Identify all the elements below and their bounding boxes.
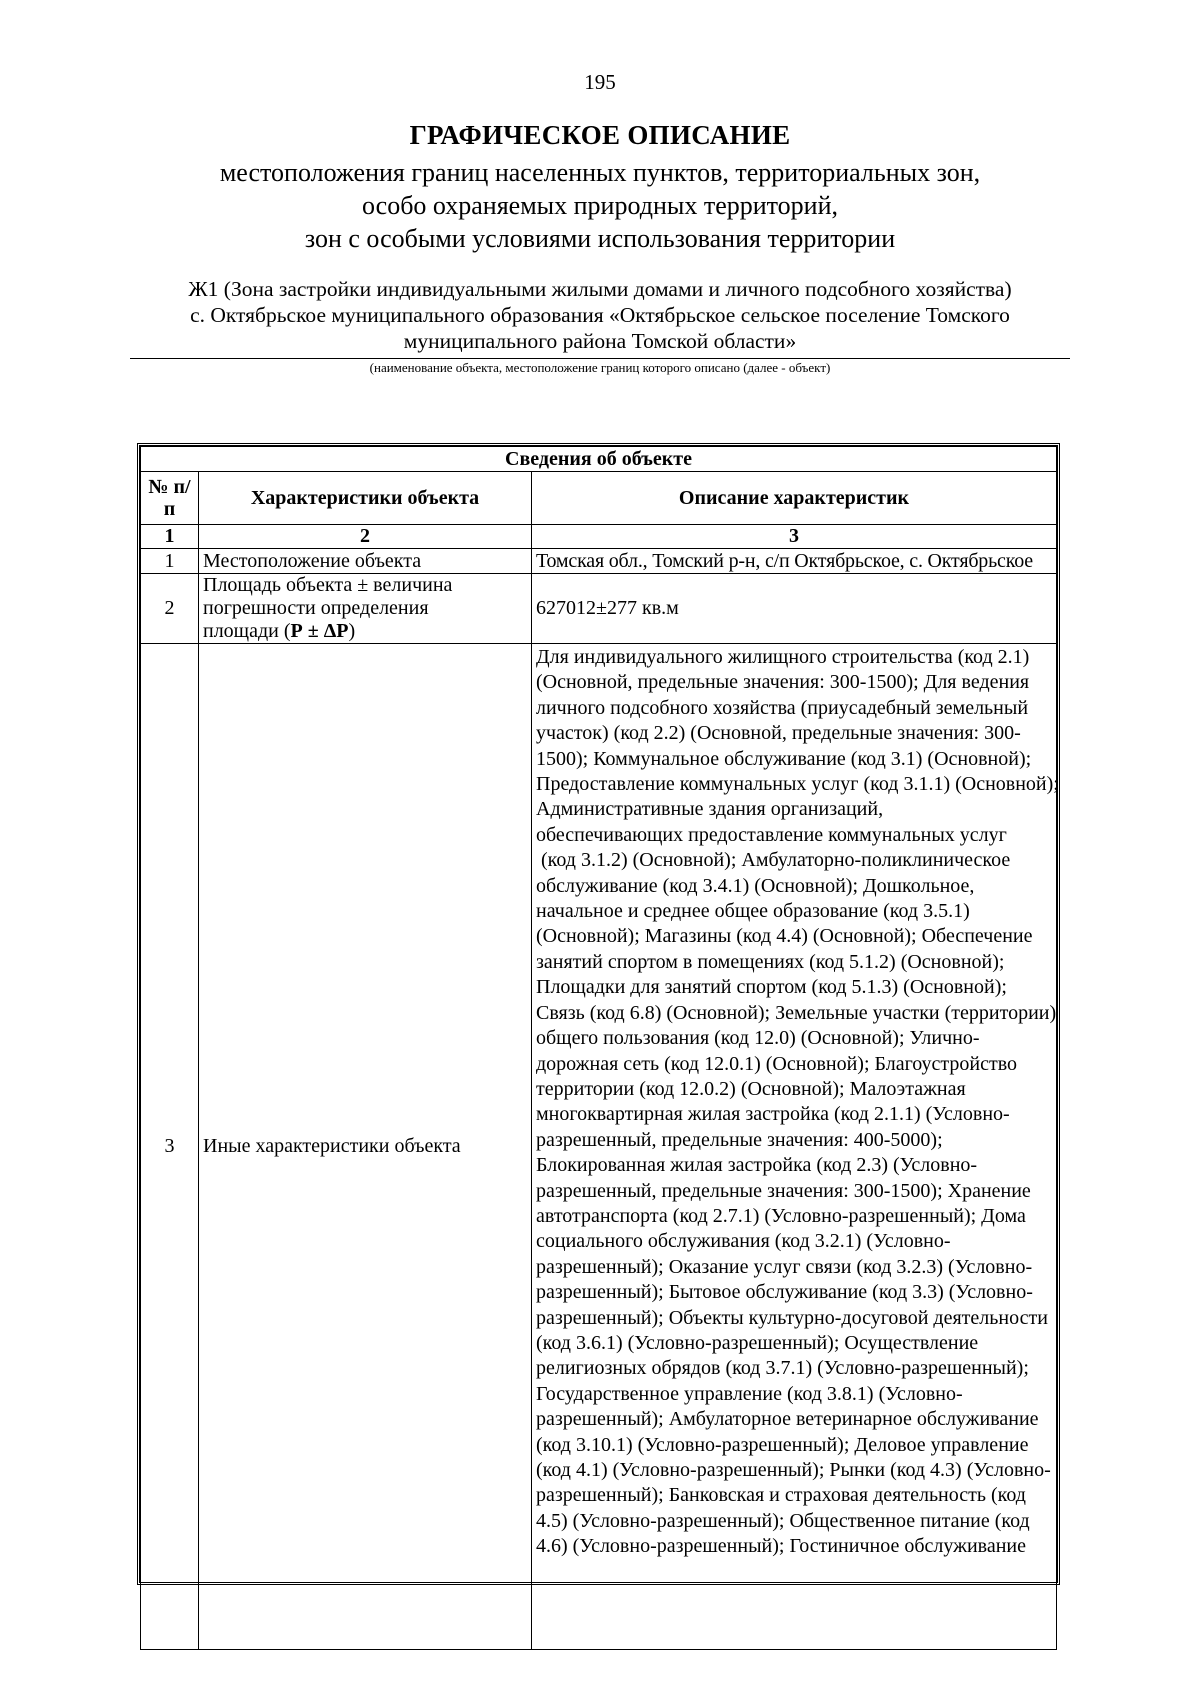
description-line: (Основной, предельные значения: 300-1500); Для ведения: [536, 671, 1030, 694]
description-line: дорожная сеть (код 12.0.1) (Основной); Благоустройство: [536, 1052, 1018, 1075]
description-line: разрешенный, предельные значения: 400-5000);: [536, 1128, 943, 1151]
description-line: (Основной); Магазины (код 4.4) (Основной); Обеспечение: [536, 925, 1033, 948]
description-line: автотранспорта (код 2.7.1) (Условно-разрешенный); Дома: [536, 1204, 1026, 1227]
object-name: [130, 276, 1070, 354]
subtitle-line: местоположения границ населенных пунктов, территориальных зон,: [219, 158, 981, 187]
description-line: Государственное управление (код 3.8.1) (Условно-: [536, 1382, 963, 1405]
characteristic-line: Площадь объекта ± величина: [203, 574, 453, 596]
characteristic-line: площади (: [203, 620, 291, 642]
object-name-underline: [130, 358, 1070, 359]
column-number-1: 1: [141, 525, 199, 549]
description-line: Площадки для занятий спортом (код 5.1.3) (Основной);: [536, 976, 1007, 999]
description-line: (код 4.1) (Условно-разрешенный); Рынки (код 4.3) (Условно-: [536, 1459, 1051, 1481]
table-row: [141, 644, 1057, 1650]
description-line: обслуживание (код 3.4.1) (Основной); Дошкольное,: [536, 874, 975, 897]
description-line: Блокированная жилая застройка (код 2.3) (Условно-: [536, 1154, 978, 1177]
description-line: Предоставление коммунальных услуг (код 3.1.1) (Основной);: [536, 773, 1059, 796]
document-title: ГРАФИЧЕСКОЕ ОПИСАНИЕ: [409, 120, 791, 150]
description-line: 4.5) (Условно-разрешенный); Общественное питание (код: [536, 1509, 1030, 1532]
description-line: религиозных обрядов (код 3.7.1) (Условно-разрешенный);: [536, 1357, 1029, 1380]
header-number: № п/п: [141, 472, 199, 525]
description-line: (код 3.6.1) (Условно-разрешенный); Осуществление: [536, 1331, 979, 1354]
object-info-table: [137, 443, 1060, 1585]
row-description: [532, 644, 1057, 1650]
description-lines: [536, 645, 1059, 1560]
row-number: 2: [141, 574, 199, 644]
description-line: (код 3.10.1) (Условно-разрешенный); Деловое управление: [536, 1433, 1029, 1456]
description-line: Связь (код 6.8) (Основной); Земельные участки (территории): [536, 1001, 1057, 1024]
object-name-line: с. Октябрьское муниципального образования «Октябрьское сельское поселение Томского: [190, 303, 1010, 327]
object-name-line: муниципального района Томской области»: [403, 329, 797, 353]
description-line: 4.6) (Условно-разрешенный); Гостиничное обслуживание: [536, 1535, 1026, 1558]
characteristic-line: ): [348, 620, 356, 642]
row-description: 627012±277 кв.м: [532, 574, 1057, 644]
description-line: разрешенный); Банковская и страховая деятельность (код: [536, 1484, 1026, 1507]
description-line: начальное и среднее общее образование (код 3.5.1): [536, 900, 970, 923]
description-line: разрешенный); Оказание услуг связи (код 3.2.3) (Условно-: [536, 1255, 1033, 1278]
object-name-line: Ж1 (Зона застройки индивидуальными жилыми домами и личного подсобного хозяйства): [188, 277, 1012, 301]
description-line: территории (код 12.0.2) (Основной); Малоэтажная: [536, 1077, 966, 1100]
row-number: 1: [141, 549, 199, 574]
description-line: 1500); Коммунальное обслуживание (код 3.1) (Основной);: [536, 747, 1032, 770]
object-name-caption: (наименование объекта, местоположение границ которого описано (далее - объект): [369, 360, 831, 375]
header-characteristic: Характеристики объекта: [199, 472, 532, 525]
table-caption: Сведения об объекте: [141, 447, 1057, 472]
table-row: [141, 549, 1057, 574]
row-number: 3: [141, 644, 199, 1650]
column-number-3: 3: [532, 525, 1057, 549]
row-characteristic: [199, 574, 532, 644]
description-line: общего пользования (код 12.0) (Основной); Улично-: [536, 1027, 980, 1050]
description-line: многоквартирная жилая застройка (код 2.1.1) (Условно-: [536, 1103, 1010, 1126]
subtitle-line: зон с особыми условиями использования территории: [304, 224, 896, 253]
row-characteristic: Местоположение объекта: [199, 549, 532, 574]
description-line: обеспечивающих предоставление коммунальных услуг: [536, 823, 1007, 846]
description-line: разрешенный, предельные значения: 300-1500); Хранение: [536, 1179, 1031, 1202]
description-line: личного подсобного хозяйства (приусадебный земельный: [536, 696, 1029, 719]
subtitle-line: особо охраняемых природных территорий,: [362, 191, 838, 220]
formula: Р ± ΔР: [290, 620, 349, 642]
description-line: Для индивидуального жилищного строительства (код 2.1): [536, 646, 1030, 668]
description-line: Административные здания организаций,: [536, 798, 884, 821]
description-line: разрешенный); Амбулаторное ветеринарное обслуживание: [536, 1408, 1039, 1431]
description-line: разрешенный); Бытовое обслуживание (код 3.3) (Условно-: [536, 1281, 1033, 1304]
header-description: Описание характеристик: [532, 472, 1057, 525]
table-row: [141, 574, 1057, 644]
description-line: социального обслуживания (код 3.2.1) (Условно-: [536, 1230, 951, 1253]
characteristic-line: погрешности определения: [203, 597, 429, 619]
row-description: Томская обл., Томский р-н, с/п Октябрьское, с. Октябрьское: [532, 549, 1057, 574]
row-characteristic: Иные характеристики объекта: [199, 644, 532, 1650]
description-line: разрешенный); Объекты культурно-досуговой деятельности: [536, 1306, 1048, 1329]
description-line: занятий спортом в помещениях (код 5.1.2) (Основной);: [536, 950, 1005, 973]
column-number-2: 2: [199, 525, 532, 549]
description-line: участок) (код 2.2) (Основной, предельные значения: 300-: [536, 722, 1021, 745]
description-line: (код 3.1.2) (Основной); Амбулаторно-поликлиническое: [536, 849, 1011, 872]
document-subtitle: [0, 156, 1200, 255]
page-number: 195: [584, 70, 616, 94]
